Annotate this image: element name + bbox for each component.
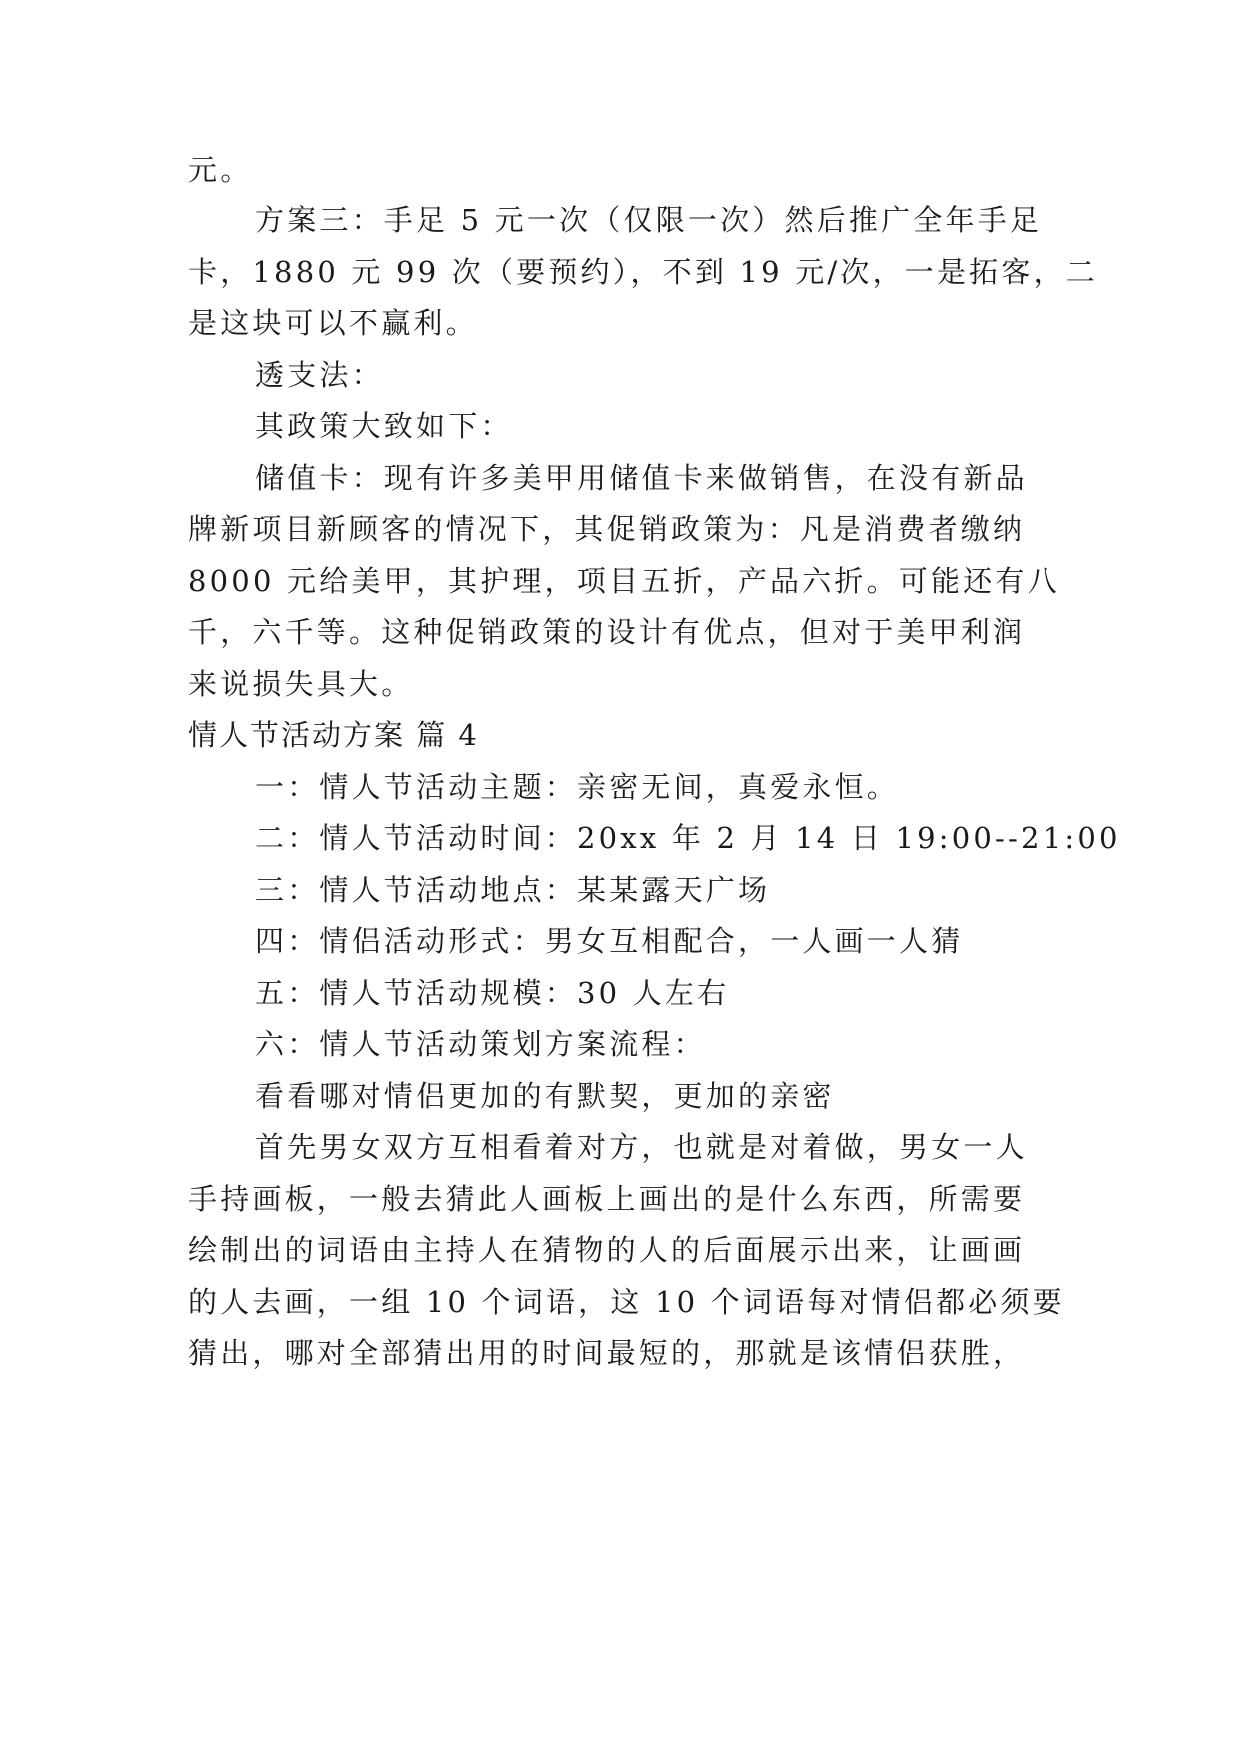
paragraph-line: 元。 — [188, 153, 253, 187]
paragraph-line: 来说损失具大。 — [188, 667, 414, 701]
paragraph-line: 绘制出的词语由主持人在猜物的人的后面展示出来，让画画 — [188, 1233, 1026, 1267]
paragraph-line: 二：情人节活动时间：20xx 年 2 月 14 日 19:00--21:00 — [255, 821, 1121, 855]
paragraph-line: 三：情人节活动地点：某某露天广场 — [255, 873, 771, 907]
paragraph-line: 千，六千等。这种促销政策的设计有优点，但对于美甲利润 — [188, 615, 1026, 649]
paragraph-line: 是这块可以不赢利。 — [188, 306, 478, 340]
paragraph-line: 透支法： — [255, 358, 384, 392]
paragraph-line: 8000 元给美甲，其护理，项目五折，产品六折。可能还有八 — [188, 564, 1060, 598]
paragraph-line: 手持画板，一般去猜此人画板上画出的是什么东西，所需要 — [188, 1182, 1026, 1216]
paragraph-line: 四：情侣活动形式：男女互相配合，一人画一人猜 — [255, 924, 964, 958]
paragraph-line: 牌新项目新顾客的情况下，其促销政策为：凡是消费者缴纳 — [188, 512, 1026, 546]
paragraph-line: 首先男女双方互相看着对方，也就是对着做，男女一人 — [255, 1130, 1028, 1164]
paragraph-line: 猜出，哪对全部猜出用的时间最短的，那就是该情侣获胜， — [188, 1336, 1026, 1370]
paragraph-line: 方案三：手足 5 元一次（仅限一次）然后推广全年手足 — [255, 203, 1043, 237]
paragraph-line: 卡，1880 元 99 次（要预约），不到 19 元/次，一是拓客，二 — [188, 255, 1098, 289]
section-heading: 情人节活动方案 篇 4 — [188, 718, 479, 752]
paragraph-line: 的人去画，一组 10 个词语，这 10 个词语每对情侣都必须要 — [188, 1285, 1065, 1319]
paragraph-line: 六：情人节活动策划方案流程： — [255, 1027, 706, 1061]
paragraph-line: 储值卡：现有许多美甲用储值卡来做销售，在没有新品 — [255, 461, 1028, 495]
paragraph-line: 看看哪对情侣更加的有默契，更加的亲密 — [255, 1079, 835, 1113]
paragraph-line: 一：情人节活动主题：亲密无间，真爱永恒。 — [255, 770, 900, 804]
paragraph-line: 其政策大致如下： — [255, 409, 513, 443]
paragraph-line: 五：情人节活动规模：30 人左右 — [255, 976, 730, 1010]
